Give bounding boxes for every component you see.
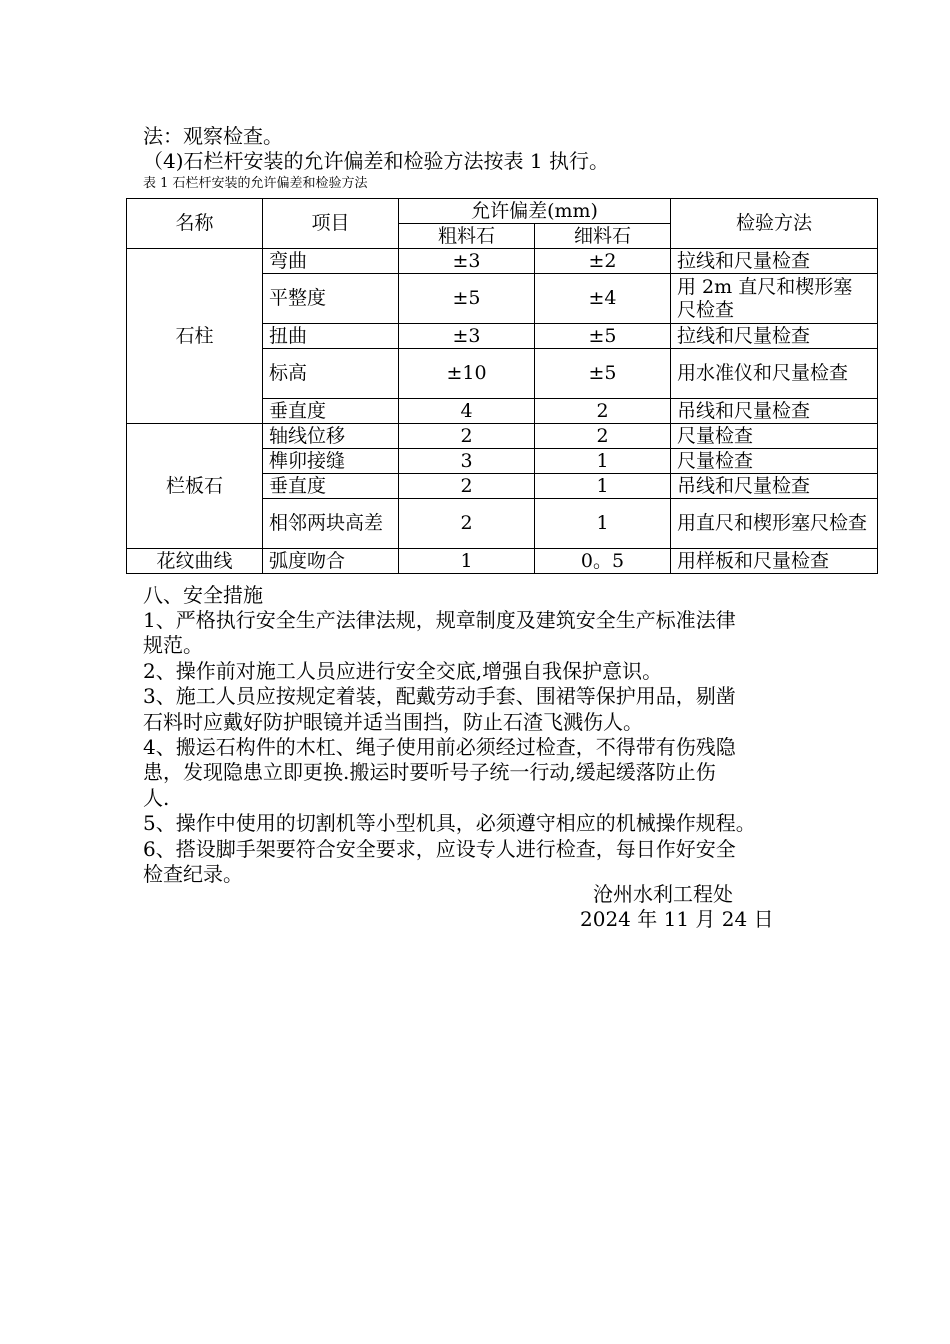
row-item: 垂直度: [263, 399, 399, 424]
row-coarse-value: ±3: [399, 324, 535, 349]
safety-line: 患，发现隐患立即更换.搬运时要听号子统一行动,缓起缓落防止伤: [143, 760, 716, 785]
row-coarse-value: 1: [399, 549, 535, 574]
signature-org: 沧州水利工程处: [593, 882, 733, 906]
safety-line: 2、操作前对施工人员应进行安全交底,增强自我保护意识。: [143, 658, 663, 683]
row-coarse-value: ±10: [399, 349, 535, 399]
header-coarse: 粗料石: [399, 224, 535, 249]
row-method: 尺量检查: [671, 449, 878, 474]
row-fine-value: 2: [535, 424, 671, 449]
row-item: 扭曲: [263, 324, 399, 349]
row-coarse-value: 2: [399, 424, 535, 449]
row-fine-value: 1: [535, 474, 671, 499]
header-fine: 细料石: [535, 224, 671, 249]
row-method: 吊线和尺量检查: [671, 474, 878, 499]
safety-line: 规范。: [143, 633, 203, 658]
tolerance-table: [126, 198, 878, 574]
row-item: 弧度吻合: [263, 549, 399, 574]
row-item: 标高: [263, 349, 399, 399]
row-method: 用直尺和楔形塞尺检查: [671, 499, 878, 549]
row-method: 用 2m 直尺和楔形塞尺检查: [671, 274, 878, 324]
row-coarse-value: 2: [399, 474, 535, 499]
row-fine-value: 1: [535, 449, 671, 474]
safety-line: 1、严格执行安全生产法律法规，规章制度及建筑安全生产标准法律: [143, 608, 736, 632]
row-item: 平整度: [263, 274, 399, 324]
row-item: 垂直度: [263, 474, 399, 499]
row-coarse-value: 3: [399, 449, 535, 474]
row-fine-value: ±5: [535, 349, 671, 399]
safety-line: 石料时应戴好防护眼镜并适当围挡，防止石渣飞溅伤人。: [143, 709, 643, 734]
group-name: 石柱: [127, 249, 263, 424]
safety-line: 检查纪录。: [143, 862, 243, 886]
row-method: 用样板和尺量检查: [671, 549, 878, 574]
row-fine-value: ±4: [535, 274, 671, 324]
row-coarse-value: 2: [399, 499, 535, 549]
row-item: 榫卯接缝: [263, 449, 399, 474]
safety-line: 5、操作中使用的切割机等小型机具，必须遵守相应的机械操作规程。: [143, 811, 756, 836]
header-method: 检验方法: [671, 199, 878, 249]
table-row: [127, 424, 878, 449]
safety-line: 3、施工人员应按规定着装，配戴劳动手套、围裙等保护用品，剔凿: [143, 684, 736, 709]
row-coarse-value: 4: [399, 399, 535, 424]
row-method: 拉线和尺量检查: [671, 249, 878, 274]
safety-heading: 八、安全措施: [143, 583, 263, 607]
row-fine-value: 2: [535, 399, 671, 424]
row-fine-value: 0。5: [535, 549, 671, 574]
table-row: [127, 549, 878, 574]
group-name: 栏板石: [127, 424, 263, 549]
safety-line: 4、搬运石构件的木杠、绳子使用前必须经过检查，不得带有伤残隐: [143, 735, 736, 759]
row-fine-value: 1: [535, 499, 671, 549]
intro-line-1: 法：观察检查。: [143, 124, 283, 148]
table-caption: 表 1 石栏杆安装的允许偏差和检验方法: [143, 176, 368, 191]
safety-line: 6、搭设脚手架要符合安全要求，应设专人进行检查，每日作好安全: [143, 836, 736, 861]
row-coarse-value: ±3: [399, 249, 535, 274]
header-item: 项目: [263, 199, 399, 249]
signature-date: 2024 年 11 月 24 日: [580, 907, 774, 931]
row-method: 吊线和尺量检查: [671, 399, 878, 424]
table-row: [127, 249, 878, 274]
safety-line: 人.: [143, 785, 170, 810]
row-method: 拉线和尺量检查: [671, 324, 878, 349]
header-name: 名称: [127, 199, 263, 249]
row-fine-value: ±2: [535, 249, 671, 274]
row-method: 用水准仪和尺量检查: [671, 349, 878, 399]
table-header-row: [127, 199, 878, 224]
group-name: 花纹曲线: [127, 549, 263, 574]
row-item: 相邻两块高差: [263, 499, 399, 549]
intro-line-2: （4)石栏杆安装的允许偏差和检验方法按表 1 执行。: [143, 149, 609, 173]
row-coarse-value: ±5: [399, 274, 535, 324]
row-item: 弯曲: [263, 249, 399, 274]
row-fine-value: ±5: [535, 324, 671, 349]
row-method: 尺量检查: [671, 424, 878, 449]
row-item: 轴线位移: [263, 424, 399, 449]
header-tolerance: 允许偏差(mm): [399, 199, 671, 224]
